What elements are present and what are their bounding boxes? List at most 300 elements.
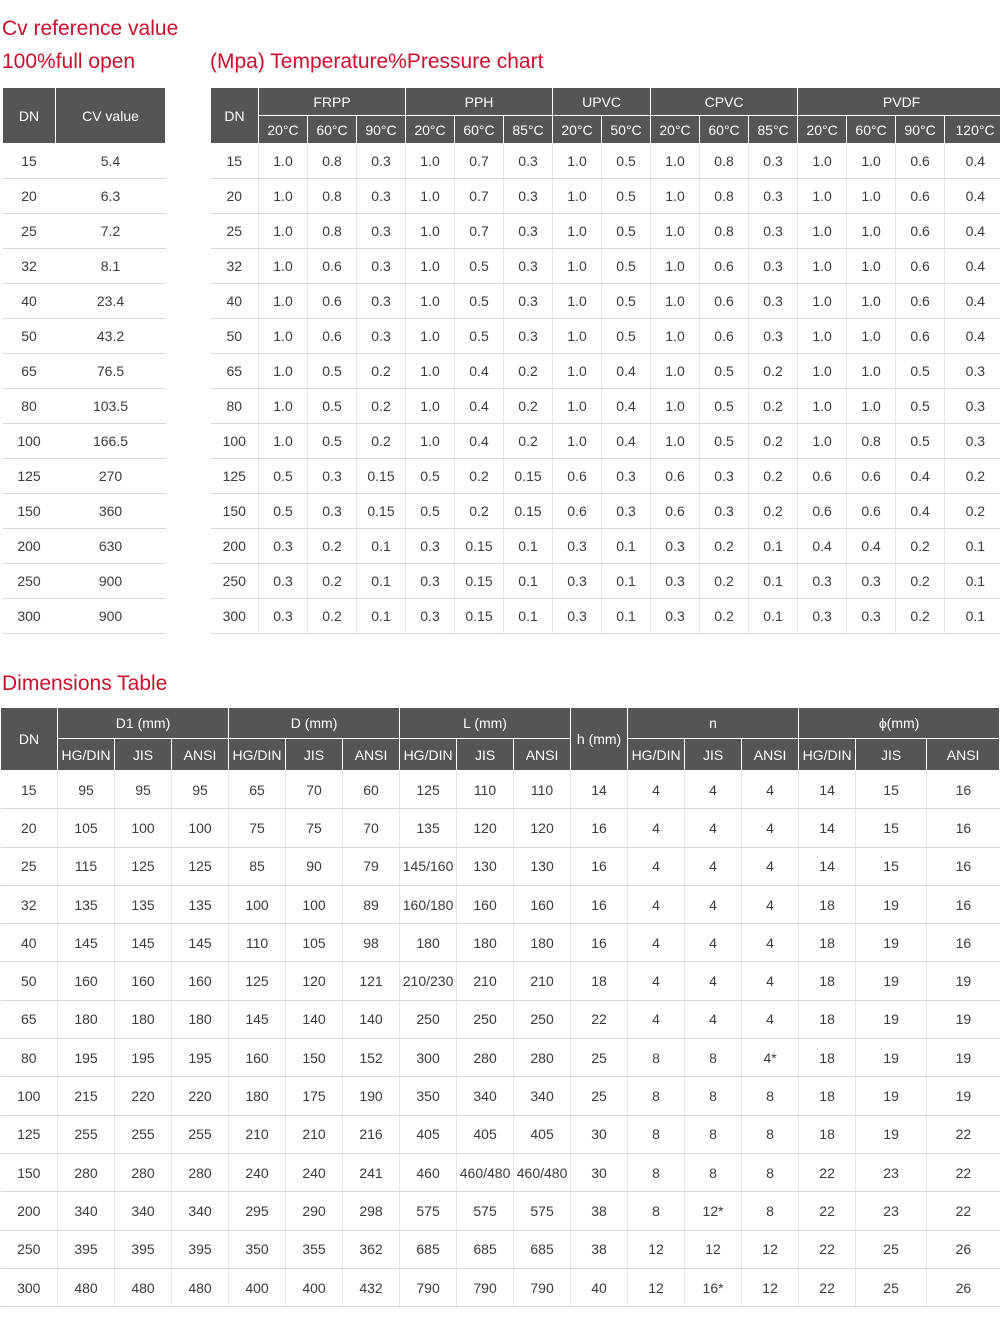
dim-sub-header: HG/DIN (628, 739, 685, 771)
pressure-cell: 0.1 (945, 599, 1000, 634)
dim-cell: 180 (115, 1000, 172, 1038)
pressure-cell: 0.15 (455, 529, 504, 564)
pressure-cell: 0.15 (357, 494, 406, 529)
dim-sub-header: ANSI (172, 739, 229, 771)
dim-cell: 140 (286, 1000, 343, 1038)
dim-group-header: n (628, 708, 799, 739)
pressure-cell: 0.3 (504, 214, 553, 249)
pressure-cell: 1.0 (847, 144, 896, 179)
pressure-cell: 0.2 (504, 424, 553, 459)
pressure-cell: 0.3 (700, 494, 749, 529)
pressure-cell: 0.3 (504, 249, 553, 284)
dim-cell: 4* (742, 1039, 799, 1077)
dim-sub-header: JIS (685, 739, 742, 771)
dim-cell: 150 (286, 1039, 343, 1077)
pressure-cell: 1.0 (553, 354, 602, 389)
pressure-cell: 1.0 (651, 249, 700, 284)
cv-row (3, 599, 166, 634)
pressure-cell: 1.0 (847, 319, 896, 354)
dim-sub-header: JIS (457, 739, 514, 771)
pressure-cell: 0.4 (455, 424, 504, 459)
pressure-cell: 1.0 (259, 319, 308, 354)
dim-cell: 75 (229, 809, 286, 847)
pressure-cell: 0.5 (406, 494, 455, 529)
dim-cell: 4 (628, 771, 685, 809)
dim-cell: 4 (628, 962, 685, 1000)
dim-cell: 105 (58, 809, 115, 847)
cv-cell: 900 (56, 564, 166, 599)
dim-cell: 8 (742, 1115, 799, 1153)
cv-cell: 270 (56, 459, 166, 494)
pressure-cell: 0.5 (308, 354, 357, 389)
dim-cell: 22 (571, 1000, 628, 1038)
dim-row (1, 1153, 1000, 1191)
pressure-cell: 1.0 (406, 144, 455, 179)
dim-cell: 8 (628, 1115, 685, 1153)
pressure-cell: 0.6 (553, 459, 602, 494)
pressure-cell: 0.4 (602, 354, 651, 389)
pressure-cell: 150 (211, 494, 259, 529)
cv-row (3, 424, 166, 459)
dim-cell: 280 (514, 1039, 571, 1077)
dim-cell: 14 (799, 809, 856, 847)
dim-cell: 8 (685, 1039, 742, 1077)
dim-cell: 120 (286, 962, 343, 1000)
pressure-cell: 0.3 (357, 214, 406, 249)
dim-cell: 19 (856, 962, 927, 1000)
pressure-cell: 0.3 (749, 319, 798, 354)
dim-cell: 355 (286, 1230, 343, 1268)
dim-cell: 195 (115, 1039, 172, 1077)
dim-cell: 255 (115, 1115, 172, 1153)
dim-cell: 4 (628, 809, 685, 847)
pressure-temp-header: 60°C (455, 116, 504, 144)
pressure-cell: 0.5 (602, 249, 651, 284)
pressure-cell: 1.0 (651, 319, 700, 354)
pressure-cell: 1.0 (798, 179, 847, 214)
pressure-temp-header: 60°C (847, 116, 896, 144)
pressure-cell: 0.2 (749, 494, 798, 529)
dim-cell: 75 (286, 809, 343, 847)
cv-cell: 125 (3, 459, 56, 494)
dim-cell: 15 (1, 771, 58, 809)
dim-cell: 30 (571, 1115, 628, 1153)
pressure-cell: 0.6 (896, 144, 945, 179)
dim-cell: 145 (115, 924, 172, 962)
pressure-cell: 1.0 (406, 284, 455, 319)
dim-cell: 215 (58, 1077, 115, 1115)
pressure-cell: 50 (211, 319, 259, 354)
dim-cell: 240 (286, 1153, 343, 1191)
pressure-cell: 0.3 (357, 179, 406, 214)
dim-row (1, 1192, 1000, 1230)
pressure-cell: 1.0 (651, 284, 700, 319)
pressure-cell: 0.4 (896, 459, 945, 494)
cv-cell: 8.1 (56, 249, 166, 284)
pressure-cell: 1.0 (651, 424, 700, 459)
pressure-cell: 0.6 (798, 494, 847, 529)
dim-cell: 400 (286, 1268, 343, 1306)
pressure-cell: 1.0 (553, 249, 602, 284)
dim-cell: 20 (1, 809, 58, 847)
pressure-row (211, 144, 1000, 179)
pressure-cell: 0.6 (896, 179, 945, 214)
pressure-cell: 0.6 (847, 459, 896, 494)
dim-row (1, 1268, 1000, 1306)
pressure-cell: 1.0 (847, 249, 896, 284)
pressure-cell: 0.3 (847, 599, 896, 634)
dim-cell: 135 (400, 809, 457, 847)
pressure-group-header: FRPP (259, 88, 406, 116)
dim-cell: 145 (58, 924, 115, 962)
dim-cell: 200 (1, 1192, 58, 1230)
pressure-cell: 0.1 (749, 529, 798, 564)
dim-sub-header: ANSI (927, 739, 1000, 771)
pressure-cell: 0.8 (308, 214, 357, 249)
dim-row (1, 1039, 1000, 1077)
dim-cell: 152 (343, 1039, 400, 1077)
pressure-cell: 1.0 (553, 284, 602, 319)
dim-cell: 685 (457, 1230, 514, 1268)
pressure-cell: 0.15 (504, 494, 553, 529)
dim-cell: 115 (58, 847, 115, 885)
dim-row (1, 809, 1000, 847)
dim-cell: 89 (343, 885, 400, 923)
pressure-cell: 0.3 (504, 179, 553, 214)
pressure-cell: 0.3 (602, 494, 651, 529)
pressure-cell: 1.0 (798, 319, 847, 354)
pressure-cell: 0.2 (896, 564, 945, 599)
pressure-cell: 32 (211, 249, 259, 284)
pressure-cell: 0.6 (308, 249, 357, 284)
dim-cell: 241 (343, 1153, 400, 1191)
dim-row (1, 1230, 1000, 1268)
dim-cell: 4 (742, 885, 799, 923)
dim-cell: 100 (229, 885, 286, 923)
dim-row (1, 847, 1000, 885)
pressure-cell: 0.1 (945, 529, 1000, 564)
pressure-cell: 1.0 (847, 389, 896, 424)
pressure-cell: 0.5 (455, 284, 504, 319)
pressure-cell: 0.2 (504, 354, 553, 389)
dim-cell: 30 (571, 1153, 628, 1191)
pressure-temp-header: 90°C (896, 116, 945, 144)
dim-cell: 300 (1, 1268, 58, 1306)
dim-cell: 65 (229, 771, 286, 809)
pressure-cell: 0.2 (700, 564, 749, 599)
pressure-cell: 1.0 (259, 249, 308, 284)
pressure-cell: 250 (211, 564, 259, 599)
dim-cell: 135 (58, 885, 115, 923)
pressure-cell: 0.3 (308, 494, 357, 529)
pressure-cell: 0.2 (945, 459, 1000, 494)
dim-cell: 480 (115, 1268, 172, 1306)
pressure-cell: 0.3 (357, 319, 406, 354)
dim-cell: 14 (799, 771, 856, 809)
pressure-temp-header: 85°C (504, 116, 553, 144)
pressure-cell: 15 (211, 144, 259, 179)
pressure-cell: 0.4 (455, 354, 504, 389)
pressure-cell: 0.5 (896, 354, 945, 389)
dim-cell: 14 (571, 771, 628, 809)
pressure-cell: 0.2 (896, 529, 945, 564)
dim-cell: 340 (514, 1077, 571, 1115)
cv-cell: 100 (3, 424, 56, 459)
cv-cell: 300 (3, 599, 56, 634)
pressure-cell: 0.3 (553, 529, 602, 564)
dim-cell: 110 (457, 771, 514, 809)
cv-cell: 900 (56, 599, 166, 634)
dim-cell: 4 (742, 1000, 799, 1038)
pressure-row (211, 599, 1000, 634)
dim-cell: 32 (1, 885, 58, 923)
cv-row (3, 529, 166, 564)
pressure-cell: 0.3 (749, 144, 798, 179)
cv-row (3, 144, 166, 179)
pressure-cell: 0.6 (798, 459, 847, 494)
dim-cell: 25 (1, 847, 58, 885)
dim-cell: 4 (742, 771, 799, 809)
dim-cell: 12* (685, 1192, 742, 1230)
pressure-group-header: PVDF (798, 88, 1000, 116)
dim-cell: 4 (685, 809, 742, 847)
dim-cell: 19 (856, 1039, 927, 1077)
dim-cell: 240 (229, 1153, 286, 1191)
dim-cell: 220 (115, 1077, 172, 1115)
dim-cell: 4 (685, 847, 742, 885)
pressure-cell: 0.5 (700, 424, 749, 459)
pressure-header-dn: DN (211, 88, 259, 144)
cv-cell: 7.2 (56, 214, 166, 249)
pressure-cell: 25 (211, 214, 259, 249)
pressure-cell: 0.1 (749, 599, 798, 634)
dim-cell: 125 (115, 847, 172, 885)
dim-cell: 40 (571, 1268, 628, 1306)
pressure-cell: 0.4 (602, 424, 651, 459)
pressure-cell: 1.0 (553, 389, 602, 424)
pressure-cell: 0.6 (700, 249, 749, 284)
dim-cell: 14 (799, 847, 856, 885)
pressure-cell: 0.3 (259, 529, 308, 564)
dim-cell: 280 (457, 1039, 514, 1077)
pressure-cell: 0.5 (308, 389, 357, 424)
dim-cell: 790 (457, 1268, 514, 1306)
pressure-cell: 1.0 (259, 424, 308, 459)
pressure-cell: 0.15 (504, 459, 553, 494)
pressure-row (211, 389, 1000, 424)
dim-cell: 575 (514, 1192, 571, 1230)
pressure-temp-header: 50°C (602, 116, 651, 144)
dim-cell: 180 (457, 924, 514, 962)
pressure-cell: 0.6 (847, 494, 896, 529)
dim-cell: 22 (927, 1192, 1000, 1230)
pressure-cell: 1.0 (553, 424, 602, 459)
pressure-cell: 0.6 (700, 284, 749, 319)
dim-cell: 295 (229, 1192, 286, 1230)
dim-cell: 125 (400, 771, 457, 809)
pressure-cell: 0.6 (651, 494, 700, 529)
pressure-cell: 0.8 (847, 424, 896, 459)
pressure-cell: 0.3 (406, 529, 455, 564)
dim-sub-header: ANSI (742, 739, 799, 771)
dimensions-table (0, 707, 1000, 1307)
dim-cell: 12 (742, 1268, 799, 1306)
pressure-cell: 0.3 (406, 599, 455, 634)
pressure-cell: 0.2 (308, 529, 357, 564)
dim-cell: 180 (172, 1000, 229, 1038)
pressure-cell: 0.5 (406, 459, 455, 494)
pressure-cell: 0.1 (357, 599, 406, 634)
pressure-cell: 0.3 (847, 564, 896, 599)
pressure-cell: 0.2 (357, 389, 406, 424)
dim-cell: 175 (286, 1077, 343, 1115)
dim-cell: 19 (927, 1000, 1000, 1038)
pressure-row (211, 214, 1000, 249)
dim-cell: 395 (115, 1230, 172, 1268)
pressure-cell: 1.0 (553, 179, 602, 214)
pressure-cell: 0.2 (896, 599, 945, 634)
pressure-row (211, 249, 1000, 284)
pressure-temp-header: 120°C (945, 116, 1000, 144)
dim-cell: 120 (514, 809, 571, 847)
dim-cell: 105 (286, 924, 343, 962)
dim-cell: 180 (229, 1077, 286, 1115)
dim-cell: 4 (628, 885, 685, 923)
pressure-row (211, 564, 1000, 599)
dim-cell: 15 (856, 771, 927, 809)
pressure-cell: 1.0 (798, 249, 847, 284)
cv-cell: 630 (56, 529, 166, 564)
dim-sub-header: HG/DIN (400, 739, 457, 771)
pressure-row (211, 319, 1000, 354)
pressure-cell: 0.3 (308, 459, 357, 494)
dim-row (1, 771, 1000, 809)
pressure-cell: 65 (211, 354, 259, 389)
pressure-cell: 0.5 (308, 424, 357, 459)
pressure-cell: 0.2 (749, 424, 798, 459)
pressure-cell: 80 (211, 389, 259, 424)
dim-cell: 160 (115, 962, 172, 1000)
pressure-cell: 0.5 (455, 249, 504, 284)
pressure-cell: 0.6 (700, 319, 749, 354)
pressure-row (211, 424, 1000, 459)
pressure-cell: 0.6 (896, 284, 945, 319)
dim-cell: 685 (514, 1230, 571, 1268)
cv-cell: 5.4 (56, 144, 166, 179)
dim-cell: 16 (571, 924, 628, 962)
dim-cell: 255 (58, 1115, 115, 1153)
pressure-cell: 125 (211, 459, 259, 494)
pressure-cell: 0.3 (945, 389, 1000, 424)
dim-cell: 110 (229, 924, 286, 962)
pressure-cell: 0.3 (259, 599, 308, 634)
dim-cell: 16 (927, 809, 1000, 847)
dim-cell: 362 (343, 1230, 400, 1268)
dim-sub-header: JIS (115, 739, 172, 771)
dim-cell: 432 (343, 1268, 400, 1306)
pressure-cell: 1.0 (798, 389, 847, 424)
pressure-cell: 0.3 (651, 564, 700, 599)
dim-cell: 4 (742, 962, 799, 1000)
dim-cell: 18 (799, 1115, 856, 1153)
pressure-cell: 0.1 (504, 564, 553, 599)
cv-cell: 200 (3, 529, 56, 564)
pressure-cell: 0.6 (896, 319, 945, 354)
dim-cell: 4 (685, 1000, 742, 1038)
dim-cell: 12 (628, 1268, 685, 1306)
dim-cell: 22 (799, 1230, 856, 1268)
dim-cell: 135 (172, 885, 229, 923)
pressure-cell: 0.3 (504, 319, 553, 354)
dim-cell: 160 (457, 885, 514, 923)
dim-cell: 400 (229, 1268, 286, 1306)
dim-cell: 145/160 (400, 847, 457, 885)
pressure-cell: 0.5 (259, 494, 308, 529)
dim-cell: 120 (457, 809, 514, 847)
dim-cell: 210 (229, 1115, 286, 1153)
pressure-cell: 0.7 (455, 144, 504, 179)
dim-cell: 16* (685, 1268, 742, 1306)
dim-cell: 26 (927, 1268, 1000, 1306)
pressure-cell: 0.8 (700, 179, 749, 214)
dim-cell: 280 (58, 1153, 115, 1191)
pressure-cell: 0.1 (357, 529, 406, 564)
dim-cell: 290 (286, 1192, 343, 1230)
pressure-cell: 1.0 (553, 319, 602, 354)
dim-cell: 4 (685, 924, 742, 962)
pressure-cell: 0.2 (308, 564, 357, 599)
pressure-cell: 0.2 (357, 354, 406, 389)
pressure-cell: 0.5 (700, 354, 749, 389)
dim-cell: 19 (856, 924, 927, 962)
dim-cell: 8 (628, 1153, 685, 1191)
pressure-cell: 0.6 (308, 319, 357, 354)
dim-cell: 98 (343, 924, 400, 962)
dim-cell: 150 (1, 1153, 58, 1191)
dim-cell: 79 (343, 847, 400, 885)
dim-cell: 19 (927, 1077, 1000, 1115)
cv-row (3, 249, 166, 284)
dim-cell: 180 (58, 1000, 115, 1038)
cv-cell: 76.5 (56, 354, 166, 389)
pressure-cell: 1.0 (259, 214, 308, 249)
pressure-group-header: CPVC (651, 88, 798, 116)
dim-cell: 180 (514, 924, 571, 962)
dim-cell: 8 (685, 1153, 742, 1191)
pressure-cell: 1.0 (259, 179, 308, 214)
dim-cell: 65 (1, 1000, 58, 1038)
dim-cell: 280 (172, 1153, 229, 1191)
pressure-cell: 0.4 (847, 529, 896, 564)
dim-cell: 8 (742, 1192, 799, 1230)
dim-cell: 216 (343, 1115, 400, 1153)
pressure-temp-header: 60°C (700, 116, 749, 144)
pressure-cell: 0.4 (945, 179, 1000, 214)
dim-cell: 250 (1, 1230, 58, 1268)
cv-cell: 103.5 (56, 389, 166, 424)
dim-sub-header: JIS (856, 739, 927, 771)
dim-cell: 160 (172, 962, 229, 1000)
pressure-chart-title: (Mpa) Temperature%Pressure chart (210, 50, 544, 73)
pressure-cell: 0.3 (749, 214, 798, 249)
dim-cell: 298 (343, 1192, 400, 1230)
dim-cell: 125 (229, 962, 286, 1000)
pressure-table (210, 87, 1000, 634)
dim-cell: 250 (514, 1000, 571, 1038)
pressure-cell: 1.0 (651, 179, 700, 214)
pressure-cell: 0.3 (259, 564, 308, 599)
dim-cell: 4 (628, 1000, 685, 1038)
